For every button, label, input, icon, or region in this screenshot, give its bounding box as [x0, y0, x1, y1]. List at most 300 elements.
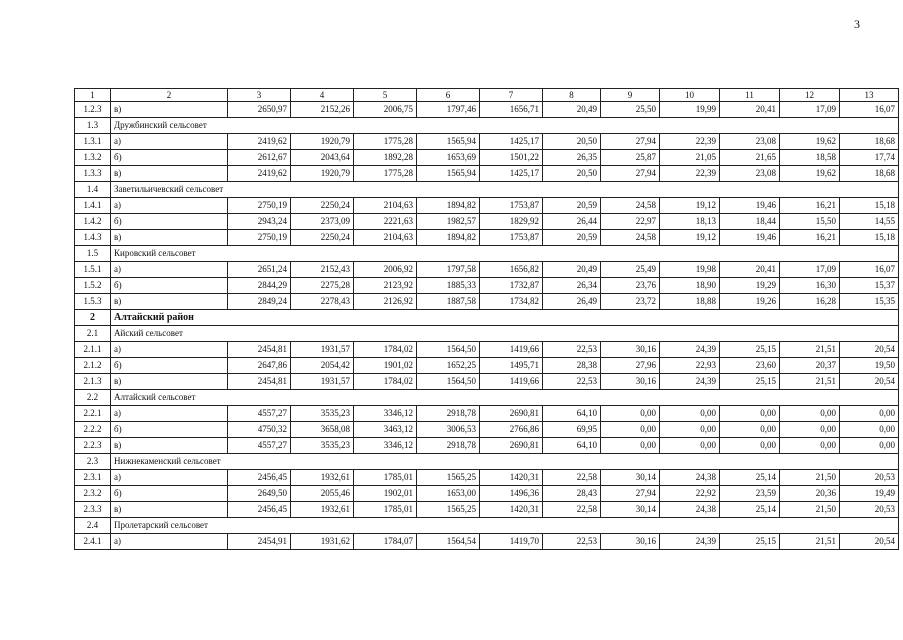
value-cell: 1419,70	[480, 534, 543, 550]
row-code: 1.3.2	[75, 150, 111, 166]
value-cell: 0,00	[660, 422, 720, 438]
column-header: 12	[780, 89, 840, 102]
row-variant: в)	[111, 294, 228, 310]
value-cell: 23,08	[720, 134, 780, 150]
group-name: Кировский сельсовет	[111, 246, 899, 262]
value-cell: 1420,31	[480, 502, 543, 518]
value-cell: 1419,66	[480, 342, 543, 358]
value-cell: 1775,28	[354, 166, 417, 182]
value-cell: 1653,69	[417, 150, 480, 166]
value-cell: 1887,58	[417, 294, 480, 310]
value-cell: 16,21	[780, 198, 840, 214]
value-cell: 30,16	[601, 342, 660, 358]
value-cell: 0,00	[840, 406, 899, 422]
table-row	[75, 230, 899, 246]
value-cell: 2456,45	[228, 470, 291, 486]
value-cell: 1565,25	[417, 470, 480, 486]
value-cell: 2456,45	[228, 502, 291, 518]
value-cell: 26,34	[543, 278, 601, 294]
value-cell: 2055,46	[291, 486, 354, 502]
value-cell: 19,98	[660, 262, 720, 278]
value-cell: 2651,24	[228, 262, 291, 278]
group-code: 1.5	[75, 246, 111, 262]
row-variant: а)	[111, 198, 228, 214]
value-cell: 0,00	[660, 406, 720, 422]
value-cell: 2126,92	[354, 294, 417, 310]
row-code: 1.4.2	[75, 214, 111, 230]
value-cell: 27,96	[601, 358, 660, 374]
value-cell: 1902,01	[354, 486, 417, 502]
group-row	[75, 118, 899, 134]
value-cell: 15,18	[840, 198, 899, 214]
value-cell: 18,88	[660, 294, 720, 310]
group-row	[75, 454, 899, 470]
value-cell: 3463,12	[354, 422, 417, 438]
value-cell: 20,50	[543, 134, 601, 150]
value-cell: 24,39	[660, 374, 720, 390]
table-row	[75, 406, 899, 422]
table-header-row	[75, 89, 899, 102]
value-cell: 2250,24	[291, 198, 354, 214]
value-cell: 1565,94	[417, 134, 480, 150]
value-cell: 23,72	[601, 294, 660, 310]
value-cell: 14,55	[840, 214, 899, 230]
row-variant: б)	[111, 214, 228, 230]
value-cell: 1653,00	[417, 486, 480, 502]
tariff-table	[74, 88, 899, 550]
value-cell: 22,93	[660, 358, 720, 374]
row-code: 1.3.3	[75, 166, 111, 182]
value-cell: 64,10	[543, 406, 601, 422]
table-body	[75, 89, 899, 550]
value-cell: 1564,50	[417, 342, 480, 358]
row-variant: в)	[111, 502, 228, 518]
value-cell: 0,00	[780, 406, 840, 422]
column-header: 4	[291, 89, 354, 102]
value-cell: 19,46	[720, 230, 780, 246]
value-cell: 2006,92	[354, 262, 417, 278]
row-code: 1.5.3	[75, 294, 111, 310]
value-cell: 64,10	[543, 438, 601, 454]
value-cell: 2419,62	[228, 134, 291, 150]
value-cell: 1419,66	[480, 374, 543, 390]
value-cell: 0,00	[660, 438, 720, 454]
value-cell: 17,09	[780, 262, 840, 278]
group-code: 2.2	[75, 390, 111, 406]
value-cell: 1496,36	[480, 486, 543, 502]
row-code: 2.3.2	[75, 486, 111, 502]
value-cell: 1797,58	[417, 262, 480, 278]
value-cell: 0,00	[601, 422, 660, 438]
value-cell: 27,94	[601, 166, 660, 182]
table-row	[75, 486, 899, 502]
value-cell: 30,14	[601, 502, 660, 518]
row-variant: в)	[111, 230, 228, 246]
value-cell: 0,00	[840, 422, 899, 438]
value-cell: 1564,50	[417, 374, 480, 390]
row-code: 2.2.1	[75, 406, 111, 422]
value-cell: 25,49	[601, 262, 660, 278]
value-cell: 16,28	[780, 294, 840, 310]
value-cell: 1656,71	[480, 102, 543, 118]
value-cell: 2650,97	[228, 102, 291, 118]
column-header: 13	[840, 89, 899, 102]
table-row	[75, 342, 899, 358]
row-variant: в)	[111, 166, 228, 182]
value-cell: 2104,63	[354, 230, 417, 246]
value-cell: 2123,92	[354, 278, 417, 294]
value-cell: 1920,79	[291, 166, 354, 182]
value-cell: 16,30	[780, 278, 840, 294]
value-cell: 20,41	[720, 262, 780, 278]
value-cell: 19,50	[840, 358, 899, 374]
value-cell: 0,00	[720, 438, 780, 454]
value-cell: 20,54	[840, 374, 899, 390]
row-variant: б)	[111, 150, 228, 166]
value-cell: 2275,28	[291, 278, 354, 294]
value-cell: 1931,57	[291, 374, 354, 390]
value-cell: 20,59	[543, 198, 601, 214]
value-cell: 2250,24	[291, 230, 354, 246]
value-cell: 25,15	[720, 374, 780, 390]
page-number: 3	[854, 17, 860, 31]
group-name: Заветильичевский сельсовет	[111, 182, 899, 198]
row-code: 1.3.1	[75, 134, 111, 150]
value-cell: 1753,87	[480, 198, 543, 214]
value-cell: 3346,12	[354, 438, 417, 454]
value-cell: 25,14	[720, 470, 780, 486]
row-variant: а)	[111, 134, 228, 150]
value-cell: 20,54	[840, 534, 899, 550]
value-cell: 28,43	[543, 486, 601, 502]
value-cell: 2766,86	[480, 422, 543, 438]
value-cell: 19,29	[720, 278, 780, 294]
value-cell: 1565,94	[417, 166, 480, 182]
value-cell: 22,58	[543, 502, 601, 518]
value-cell: 0,00	[601, 406, 660, 422]
value-cell: 24,39	[660, 342, 720, 358]
value-cell: 1785,01	[354, 470, 417, 486]
value-cell: 2647,86	[228, 358, 291, 374]
row-code: 2.3.3	[75, 502, 111, 518]
value-cell: 1652,25	[417, 358, 480, 374]
value-cell: 15,37	[840, 278, 899, 294]
value-cell: 1425,17	[480, 166, 543, 182]
value-cell: 18,58	[780, 150, 840, 166]
value-cell: 19,62	[780, 134, 840, 150]
value-cell: 15,50	[780, 214, 840, 230]
value-cell: 1656,82	[480, 262, 543, 278]
value-cell: 2918,78	[417, 438, 480, 454]
value-cell: 2054,42	[291, 358, 354, 374]
value-cell: 1932,61	[291, 502, 354, 518]
value-cell: 22,39	[660, 166, 720, 182]
value-cell: 2690,81	[480, 406, 543, 422]
value-cell: 1565,25	[417, 502, 480, 518]
value-cell: 2454,91	[228, 534, 291, 550]
row-variant: а)	[111, 406, 228, 422]
value-cell: 21,50	[780, 502, 840, 518]
row-variant: в)	[111, 374, 228, 390]
table-row	[75, 422, 899, 438]
value-cell: 22,97	[601, 214, 660, 230]
value-cell: 3006,53	[417, 422, 480, 438]
value-cell: 2690,81	[480, 438, 543, 454]
value-cell: 20,54	[840, 342, 899, 358]
value-cell: 26,35	[543, 150, 601, 166]
row-code: 1.5.1	[75, 262, 111, 278]
value-cell: 0,00	[601, 438, 660, 454]
value-cell: 19,49	[840, 486, 899, 502]
row-code: 2.2.2	[75, 422, 111, 438]
value-cell: 27,94	[601, 486, 660, 502]
value-cell: 21,05	[660, 150, 720, 166]
column-header: 9	[601, 89, 660, 102]
column-header: 3	[228, 89, 291, 102]
row-variant: в)	[111, 438, 228, 454]
value-cell: 16,21	[780, 230, 840, 246]
value-cell: 1932,61	[291, 470, 354, 486]
row-code: 1.4.1	[75, 198, 111, 214]
value-cell: 3658,08	[291, 422, 354, 438]
value-cell: 0,00	[840, 438, 899, 454]
value-cell: 1734,82	[480, 294, 543, 310]
value-cell: 2454,81	[228, 374, 291, 390]
group-code: 1.4	[75, 182, 111, 198]
value-cell: 21,51	[780, 342, 840, 358]
row-variant: б)	[111, 358, 228, 374]
table-row	[75, 150, 899, 166]
column-header: 11	[720, 89, 780, 102]
value-cell: 2043,64	[291, 150, 354, 166]
value-cell: 30,14	[601, 470, 660, 486]
value-cell: 1885,33	[417, 278, 480, 294]
value-cell: 23,76	[601, 278, 660, 294]
value-cell: 2152,43	[291, 262, 354, 278]
value-cell: 19,26	[720, 294, 780, 310]
value-cell: 20,50	[543, 166, 601, 182]
value-cell: 25,50	[601, 102, 660, 118]
value-cell: 1732,87	[480, 278, 543, 294]
row-variant: б)	[111, 278, 228, 294]
value-cell: 17,74	[840, 150, 899, 166]
value-cell: 26,44	[543, 214, 601, 230]
value-cell: 0,00	[720, 406, 780, 422]
value-cell: 1564,54	[417, 534, 480, 550]
value-cell: 18,44	[720, 214, 780, 230]
table-row	[75, 502, 899, 518]
value-cell: 1501,22	[480, 150, 543, 166]
value-cell: 24,38	[660, 502, 720, 518]
table-row	[75, 470, 899, 486]
value-cell: 2221,63	[354, 214, 417, 230]
column-header: 7	[480, 89, 543, 102]
row-code: 2.4.1	[75, 534, 111, 550]
value-cell: 3535,23	[291, 438, 354, 454]
value-cell: 1784,07	[354, 534, 417, 550]
value-cell: 2612,67	[228, 150, 291, 166]
value-cell: 23,59	[720, 486, 780, 502]
value-cell: 1797,46	[417, 102, 480, 118]
value-cell: 2750,19	[228, 198, 291, 214]
value-cell: 28,38	[543, 358, 601, 374]
value-cell: 0,00	[780, 422, 840, 438]
value-cell: 2844,29	[228, 278, 291, 294]
value-cell: 0,00	[780, 438, 840, 454]
row-code: 1.2.3	[75, 102, 111, 118]
value-cell: 1753,87	[480, 230, 543, 246]
table-row	[75, 214, 899, 230]
value-cell: 25,14	[720, 502, 780, 518]
row-code: 2.3.1	[75, 470, 111, 486]
row-code: 2.2.3	[75, 438, 111, 454]
value-cell: 69,95	[543, 422, 601, 438]
value-cell: 1425,17	[480, 134, 543, 150]
group-code: 2.1	[75, 326, 111, 342]
tariff-table-container	[74, 88, 899, 550]
value-cell: 1784,02	[354, 374, 417, 390]
table-row	[75, 374, 899, 390]
value-cell: 17,09	[780, 102, 840, 118]
value-cell: 2943,24	[228, 214, 291, 230]
value-cell: 0,00	[720, 422, 780, 438]
value-cell: 21,51	[780, 534, 840, 550]
value-cell: 1982,57	[417, 214, 480, 230]
value-cell: 25,15	[720, 534, 780, 550]
table-row	[75, 166, 899, 182]
column-header: 5	[354, 89, 417, 102]
value-cell: 1901,02	[354, 358, 417, 374]
value-cell: 24,58	[601, 230, 660, 246]
group-row	[75, 518, 899, 534]
value-cell: 22,39	[660, 134, 720, 150]
value-cell: 27,94	[601, 134, 660, 150]
column-header: 2	[111, 89, 228, 102]
table-row	[75, 262, 899, 278]
value-cell: 30,16	[601, 374, 660, 390]
row-variant: а)	[111, 470, 228, 486]
value-cell: 2278,43	[291, 294, 354, 310]
group-name: Айский сельсовет	[111, 326, 899, 342]
group-code: 2.3	[75, 454, 111, 470]
value-cell: 20,53	[840, 470, 899, 486]
value-cell: 4557,27	[228, 406, 291, 422]
value-cell: 18,68	[840, 134, 899, 150]
value-cell: 26,49	[543, 294, 601, 310]
value-cell: 16,07	[840, 262, 899, 278]
value-cell: 1829,92	[480, 214, 543, 230]
table-row	[75, 534, 899, 550]
value-cell: 1894,82	[417, 230, 480, 246]
row-code: 2.1.3	[75, 374, 111, 390]
value-cell: 23,60	[720, 358, 780, 374]
table-row	[75, 438, 899, 454]
value-cell: 19,99	[660, 102, 720, 118]
value-cell: 2649,50	[228, 486, 291, 502]
value-cell: 24,38	[660, 470, 720, 486]
value-cell: 19,12	[660, 230, 720, 246]
value-cell: 18,90	[660, 278, 720, 294]
value-cell: 20,37	[780, 358, 840, 374]
row-variant: а)	[111, 262, 228, 278]
table-row	[75, 278, 899, 294]
value-cell: 19,62	[780, 166, 840, 182]
group-name: Алтайский район	[111, 310, 899, 326]
value-cell: 3346,12	[354, 406, 417, 422]
value-cell: 1894,82	[417, 198, 480, 214]
value-cell: 1892,28	[354, 150, 417, 166]
value-cell: 20,36	[780, 486, 840, 502]
group-name: Алтайский сельсовет	[111, 390, 899, 406]
value-cell: 22,92	[660, 486, 720, 502]
table-row	[75, 102, 899, 118]
row-code: 2.1.1	[75, 342, 111, 358]
value-cell: 20,59	[543, 230, 601, 246]
row-variant: а)	[111, 534, 228, 550]
row-variant: б)	[111, 422, 228, 438]
value-cell: 25,87	[601, 150, 660, 166]
row-variant: а)	[111, 342, 228, 358]
row-code: 1.4.3	[75, 230, 111, 246]
column-header: 1	[75, 89, 111, 102]
value-cell: 15,35	[840, 294, 899, 310]
value-cell: 4750,32	[228, 422, 291, 438]
value-cell: 20,41	[720, 102, 780, 118]
group-row	[75, 182, 899, 198]
value-cell: 21,51	[780, 374, 840, 390]
value-cell: 22,53	[543, 342, 601, 358]
value-cell: 19,46	[720, 198, 780, 214]
value-cell: 25,15	[720, 342, 780, 358]
value-cell: 15,18	[840, 230, 899, 246]
value-cell: 2750,19	[228, 230, 291, 246]
table-row	[75, 134, 899, 150]
value-cell: 22,53	[543, 534, 601, 550]
group-code: 2	[75, 310, 111, 326]
value-cell: 2152,26	[291, 102, 354, 118]
value-cell: 30,16	[601, 534, 660, 550]
row-variant: б)	[111, 486, 228, 502]
value-cell: 24,58	[601, 198, 660, 214]
value-cell: 21,50	[780, 470, 840, 486]
table-row	[75, 198, 899, 214]
group-name: Нижнекаменский сельсовет	[111, 454, 899, 470]
table-row	[75, 294, 899, 310]
value-cell: 1920,79	[291, 134, 354, 150]
column-header: 6	[417, 89, 480, 102]
value-cell: 2104,63	[354, 198, 417, 214]
value-cell: 22,58	[543, 470, 601, 486]
row-code: 2.1.2	[75, 358, 111, 374]
value-cell: 2419,62	[228, 166, 291, 182]
group-name: Пролетарский сельсовет	[111, 518, 899, 534]
group-name: Дружбинский сельсовет	[111, 118, 899, 134]
value-cell: 23,08	[720, 166, 780, 182]
value-cell: 16,07	[840, 102, 899, 118]
value-cell: 20,49	[543, 262, 601, 278]
column-header: 8	[543, 89, 601, 102]
group-row	[75, 390, 899, 406]
value-cell: 1775,28	[354, 134, 417, 150]
value-cell: 1495,71	[480, 358, 543, 374]
value-cell: 22,53	[543, 374, 601, 390]
group-code: 2.4	[75, 518, 111, 534]
value-cell: 1420,31	[480, 470, 543, 486]
value-cell: 1784,02	[354, 342, 417, 358]
value-cell: 3535,23	[291, 406, 354, 422]
value-cell: 1785,01	[354, 502, 417, 518]
value-cell: 20,49	[543, 102, 601, 118]
